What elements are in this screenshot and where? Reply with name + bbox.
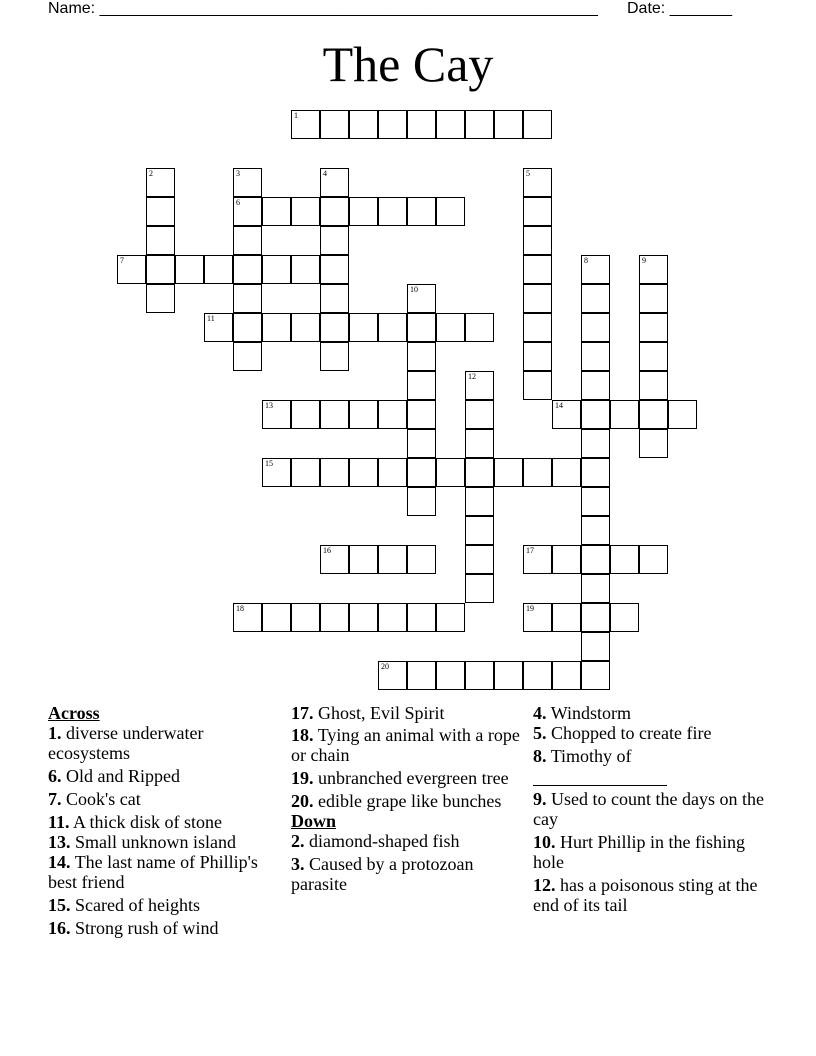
grid-cell[interactable] bbox=[291, 458, 320, 487]
grid-cell[interactable] bbox=[407, 429, 436, 458]
clue-number: 10. bbox=[533, 832, 556, 852]
grid-cell[interactable] bbox=[407, 284, 436, 313]
grid-cell[interactable] bbox=[291, 313, 320, 342]
grid-cell[interactable] bbox=[552, 603, 581, 632]
cell-number: 7 bbox=[120, 256, 124, 265]
grid-cell[interactable] bbox=[581, 342, 610, 371]
clue-text: A thick disk of stone bbox=[73, 812, 223, 832]
clue-text: The last name of Phillip's best friend bbox=[48, 852, 258, 892]
clue-across-14 bbox=[48, 852, 284, 892]
grid-cell[interactable] bbox=[233, 168, 262, 197]
grid-cell[interactable] bbox=[465, 371, 494, 400]
grid-cell[interactable] bbox=[378, 313, 407, 342]
across-heading: Across bbox=[48, 703, 100, 723]
clue-text: Small unknown island bbox=[75, 832, 236, 852]
grid-cell[interactable] bbox=[436, 197, 465, 226]
clue-across-11 bbox=[48, 812, 284, 832]
clue-text: Caused by a protozoan parasite bbox=[291, 854, 474, 894]
grid-cell[interactable] bbox=[639, 313, 668, 342]
clue-number: 18. bbox=[291, 725, 314, 745]
grid-cell[interactable] bbox=[262, 458, 291, 487]
grid-cell[interactable] bbox=[320, 284, 349, 313]
clue-number: 7. bbox=[48, 789, 62, 809]
grid-cell[interactable] bbox=[639, 342, 668, 371]
grid-cell[interactable] bbox=[146, 284, 175, 313]
cell-number: 14 bbox=[555, 401, 563, 410]
clue-number: 15. bbox=[48, 895, 71, 915]
grid-cell[interactable] bbox=[523, 458, 552, 487]
clue-number: 6. bbox=[48, 766, 62, 786]
grid-cell[interactable] bbox=[523, 197, 552, 226]
grid-cell[interactable] bbox=[581, 603, 610, 632]
clue-across-18 bbox=[291, 725, 527, 765]
cell-number: 12 bbox=[468, 372, 476, 381]
clue-down-8 bbox=[533, 746, 769, 786]
grid-cell[interactable] bbox=[465, 516, 494, 545]
clue-text: Old and Ripped bbox=[66, 766, 180, 786]
clue-text: edible grape like bunches bbox=[318, 791, 502, 811]
grid-cell[interactable] bbox=[320, 342, 349, 371]
grid-cell[interactable] bbox=[465, 429, 494, 458]
grid-cell[interactable] bbox=[581, 574, 610, 603]
clue-down-3 bbox=[291, 854, 527, 894]
clue-text: Timothy of bbox=[550, 746, 632, 766]
clue-number: 9. bbox=[533, 789, 547, 809]
clue-number: 11. bbox=[48, 812, 70, 832]
grid-cell[interactable] bbox=[407, 545, 436, 574]
grid-cell[interactable] bbox=[552, 400, 581, 429]
grid-cell[interactable] bbox=[639, 429, 668, 458]
cell-number: 19 bbox=[526, 604, 534, 613]
grid-cell[interactable] bbox=[291, 400, 320, 429]
grid-cell[interactable] bbox=[581, 400, 610, 429]
cell-number: 15 bbox=[265, 459, 273, 468]
cell-number: 13 bbox=[265, 401, 273, 410]
grid-cell[interactable] bbox=[523, 545, 552, 574]
grid-cell[interactable] bbox=[581, 371, 610, 400]
clue-down-4 bbox=[533, 703, 769, 723]
grid-cell[interactable] bbox=[523, 226, 552, 255]
cell-number: 3 bbox=[236, 169, 240, 178]
grid-cell[interactable] bbox=[639, 284, 668, 313]
grid-cell[interactable] bbox=[320, 255, 349, 284]
clue-number: 19. bbox=[291, 768, 314, 788]
grid-cell[interactable] bbox=[581, 429, 610, 458]
clue-across-13 bbox=[48, 832, 284, 852]
clue-number: 3. bbox=[291, 854, 305, 874]
grid-cell[interactable] bbox=[146, 226, 175, 255]
clue-across-6 bbox=[48, 766, 284, 786]
grid-cell[interactable] bbox=[378, 110, 407, 139]
cell-number: 9 bbox=[642, 256, 646, 265]
clue-down-5 bbox=[533, 723, 769, 743]
grid-cell[interactable] bbox=[378, 400, 407, 429]
clue-across-16 bbox=[48, 918, 284, 938]
cell-number: 5 bbox=[526, 169, 530, 178]
grid-cell[interactable] bbox=[407, 342, 436, 371]
grid-cell[interactable] bbox=[465, 110, 494, 139]
grid-cell[interactable] bbox=[436, 661, 465, 690]
clue-number: 13. bbox=[48, 832, 71, 852]
clues-column-2 bbox=[291, 703, 527, 897]
grid-cell[interactable] bbox=[407, 400, 436, 429]
grid-cell[interactable] bbox=[523, 255, 552, 284]
grid-cell[interactable] bbox=[320, 168, 349, 197]
grid-cell[interactable] bbox=[581, 458, 610, 487]
cell-number: 2 bbox=[149, 169, 153, 178]
page-title: The Cay bbox=[322, 36, 494, 92]
clue-text: Used to count the days on the cay bbox=[533, 789, 764, 829]
clue-down-9 bbox=[533, 789, 769, 829]
grid-cell[interactable] bbox=[320, 458, 349, 487]
grid-cell[interactable] bbox=[407, 110, 436, 139]
clue-text: Tying an animal with a rope or chain bbox=[291, 725, 520, 765]
clue-text: Cook's cat bbox=[66, 789, 141, 809]
grid-cell[interactable] bbox=[436, 603, 465, 632]
grid-cell[interactable] bbox=[581, 632, 610, 661]
grid-cell[interactable] bbox=[494, 458, 523, 487]
grid-cell[interactable] bbox=[233, 226, 262, 255]
grid-cell[interactable] bbox=[349, 458, 378, 487]
grid-cell[interactable] bbox=[552, 661, 581, 690]
clue-across-17 bbox=[291, 703, 527, 723]
grid-cell[interactable] bbox=[465, 458, 494, 487]
grid-cell[interactable] bbox=[436, 458, 465, 487]
grid-cell[interactable] bbox=[523, 313, 552, 342]
clue-down-10 bbox=[533, 832, 769, 872]
grid-cell[interactable] bbox=[320, 603, 349, 632]
clue-number: 12. bbox=[533, 875, 556, 895]
clue-number: 5. bbox=[533, 723, 547, 743]
grid-cell[interactable] bbox=[320, 400, 349, 429]
clue-across-19 bbox=[291, 768, 527, 788]
grid-cell[interactable] bbox=[349, 400, 378, 429]
clue-text: Scared of heights bbox=[75, 895, 200, 915]
grid-cell[interactable] bbox=[349, 110, 378, 139]
grid-cell[interactable] bbox=[262, 255, 291, 284]
grid-cell[interactable] bbox=[291, 255, 320, 284]
grid-cell[interactable] bbox=[320, 545, 349, 574]
clue-number: 17. bbox=[291, 703, 314, 723]
cell-number: 8 bbox=[584, 256, 588, 265]
grid-cell[interactable] bbox=[233, 197, 262, 226]
grid-cell[interactable] bbox=[407, 458, 436, 487]
cell-number: 17 bbox=[526, 546, 534, 555]
grid-cell[interactable] bbox=[552, 458, 581, 487]
clue-down-12 bbox=[533, 875, 769, 915]
clue-text: diverse underwater ecosystems bbox=[48, 723, 204, 763]
clue-number: 8. bbox=[533, 746, 547, 766]
grid-cell[interactable] bbox=[233, 313, 262, 342]
grid-cell[interactable] bbox=[436, 313, 465, 342]
clue-number: 20. bbox=[291, 791, 314, 811]
clue-across-1 bbox=[48, 723, 284, 763]
clue-text: unbranched evergreen tree bbox=[318, 768, 509, 788]
grid-cell[interactable] bbox=[233, 342, 262, 371]
cell-number: 20 bbox=[381, 662, 389, 671]
clue-number: 14. bbox=[48, 852, 71, 872]
cell-number: 10 bbox=[410, 285, 418, 294]
grid-cell[interactable] bbox=[175, 255, 204, 284]
grid-cell[interactable] bbox=[610, 400, 639, 429]
grid-cell[interactable] bbox=[407, 661, 436, 690]
grid-cell[interactable] bbox=[465, 400, 494, 429]
grid-cell[interactable] bbox=[610, 545, 639, 574]
cell-number: 6 bbox=[236, 198, 240, 207]
grid-cell[interactable] bbox=[436, 110, 465, 139]
grid-cell[interactable] bbox=[291, 603, 320, 632]
cell-number: 11 bbox=[207, 314, 215, 323]
clue-text: diamond-shaped fish bbox=[309, 831, 460, 851]
grid-cell[interactable] bbox=[523, 603, 552, 632]
grid-cell[interactable] bbox=[320, 197, 349, 226]
grid-cell[interactable] bbox=[407, 197, 436, 226]
grid-cell[interactable] bbox=[262, 400, 291, 429]
grid-cell[interactable] bbox=[581, 313, 610, 342]
clue-text: has a poisonous sting at the end of its tail bbox=[533, 875, 758, 915]
clue-text: Hurt Phillip in the fishing hole bbox=[533, 832, 746, 872]
fill-in-blank bbox=[533, 767, 667, 786]
date-field[interactable]: Date: _______ bbox=[627, 0, 732, 17]
grid-cell[interactable] bbox=[639, 400, 668, 429]
cell-number: 18 bbox=[236, 604, 244, 613]
grid-cell[interactable] bbox=[407, 603, 436, 632]
cell-number: 4 bbox=[323, 169, 327, 178]
grid-cell[interactable] bbox=[407, 313, 436, 342]
clue-down-2 bbox=[291, 831, 527, 851]
grid-cell[interactable] bbox=[262, 313, 291, 342]
grid-cell[interactable] bbox=[581, 284, 610, 313]
grid-cell[interactable] bbox=[668, 400, 697, 429]
clue-text: Chopped to create fire bbox=[551, 723, 712, 743]
cell-number: 1 bbox=[294, 111, 298, 120]
grid-cell[interactable] bbox=[465, 545, 494, 574]
grid-cell[interactable] bbox=[233, 255, 262, 284]
grid-cell[interactable] bbox=[349, 603, 378, 632]
grid-cell[interactable] bbox=[494, 110, 523, 139]
grid-cell[interactable] bbox=[465, 487, 494, 516]
grid-cell[interactable] bbox=[552, 545, 581, 574]
clue-number: 2. bbox=[291, 831, 305, 851]
grid-cell[interactable] bbox=[320, 226, 349, 255]
clue-across-15 bbox=[48, 895, 284, 915]
grid-cell[interactable] bbox=[262, 603, 291, 632]
clue-text: Strong rush of wind bbox=[75, 918, 219, 938]
grid-cell[interactable] bbox=[204, 313, 233, 342]
grid-cell[interactable] bbox=[378, 603, 407, 632]
clue-number: 16. bbox=[48, 918, 71, 938]
grid-cell[interactable] bbox=[639, 371, 668, 400]
grid-cell[interactable] bbox=[291, 110, 320, 139]
grid-cell[interactable] bbox=[523, 661, 552, 690]
grid-cell[interactable] bbox=[378, 197, 407, 226]
grid-cell[interactable] bbox=[233, 603, 262, 632]
grid-cell[interactable] bbox=[523, 110, 552, 139]
grid-cell[interactable] bbox=[378, 545, 407, 574]
grid-cell[interactable] bbox=[407, 371, 436, 400]
clue-number: 4. bbox=[533, 703, 547, 723]
grid-cell[interactable] bbox=[581, 255, 610, 284]
grid-cell[interactable] bbox=[378, 661, 407, 690]
grid-cell[interactable] bbox=[494, 661, 523, 690]
grid-cell[interactable] bbox=[581, 545, 610, 574]
clue-text: Ghost, Evil Spirit bbox=[318, 703, 445, 723]
grid-cell[interactable] bbox=[523, 371, 552, 400]
grid-cell[interactable] bbox=[320, 313, 349, 342]
clue-across-7 bbox=[48, 789, 284, 809]
grid-cell[interactable] bbox=[146, 255, 175, 284]
grid-cell[interactable] bbox=[523, 168, 552, 197]
grid-cell[interactable] bbox=[146, 197, 175, 226]
grid-cell[interactable] bbox=[204, 255, 233, 284]
grid-cell[interactable] bbox=[378, 458, 407, 487]
grid-cell[interactable] bbox=[117, 255, 146, 284]
grid-cell[interactable] bbox=[262, 197, 291, 226]
grid-cell[interactable] bbox=[349, 545, 378, 574]
grid-cell[interactable] bbox=[639, 255, 668, 284]
clue-number: 1. bbox=[48, 723, 62, 743]
grid-cell[interactable] bbox=[523, 284, 552, 313]
grid-cell[interactable] bbox=[320, 110, 349, 139]
grid-cell[interactable] bbox=[465, 313, 494, 342]
clue-across-20 bbox=[291, 791, 527, 811]
grid-cell[interactable] bbox=[291, 197, 320, 226]
clues-column-1 bbox=[48, 703, 284, 941]
grid-cell[interactable] bbox=[146, 168, 175, 197]
grid-cell[interactable] bbox=[610, 603, 639, 632]
grid-cell[interactable] bbox=[465, 661, 494, 690]
grid-cell[interactable] bbox=[523, 342, 552, 371]
grid-cell[interactable] bbox=[233, 284, 262, 313]
cell-number: 16 bbox=[323, 546, 331, 555]
down-heading: Down bbox=[291, 811, 337, 831]
clues-column-3 bbox=[533, 703, 769, 918]
grid-cell[interactable] bbox=[581, 516, 610, 545]
grid-cell[interactable] bbox=[581, 487, 610, 516]
clue-text: Windstorm bbox=[550, 703, 631, 723]
name-field[interactable]: Name: ________________________________________________________ bbox=[48, 0, 598, 17]
grid-cell[interactable] bbox=[465, 574, 494, 603]
grid-cell[interactable] bbox=[639, 545, 668, 574]
grid-cell[interactable] bbox=[581, 661, 610, 690]
grid-cell[interactable] bbox=[349, 313, 378, 342]
grid-cell[interactable] bbox=[407, 487, 436, 516]
grid-cell[interactable] bbox=[349, 197, 378, 226]
